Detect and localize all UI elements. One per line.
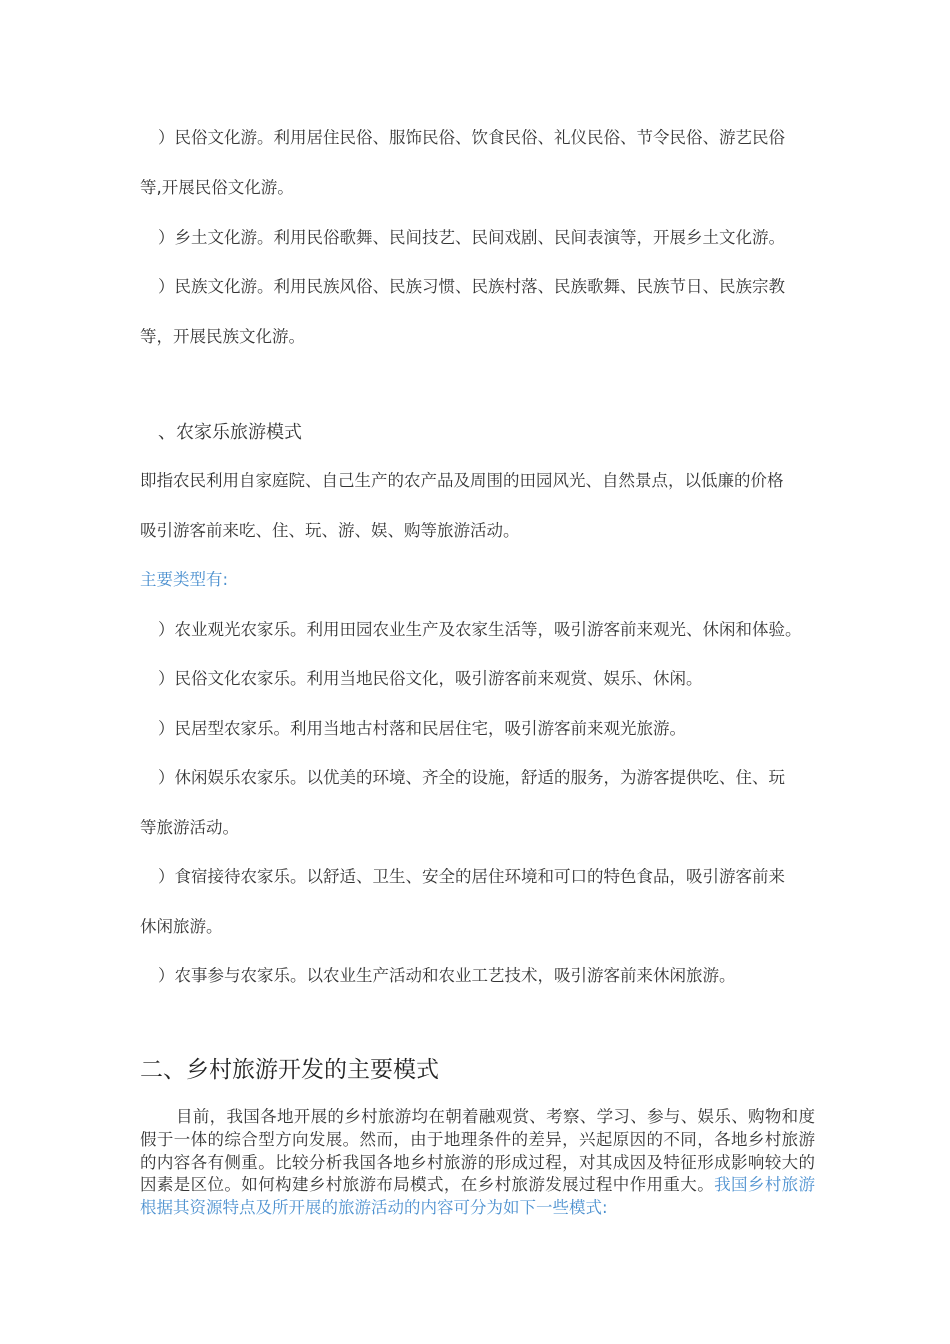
farm-stay-item-continuation: 休闲旅游。 [140,917,223,936]
farm-stay-intro-line1: 即指农民利用自家庭院、自己生产的农产品及周围的田园风光、自然景点，以低廉的价格 [140,471,784,490]
farm-stay-item: ）食宿接待农家乐。以舒适、卫生、安全的居住环境和可口的特色食品，吸引游客前来 [158,867,785,886]
farm-stay-item: ）农事参与农家乐。以农业生产活动和农业工艺技术，吸引游客前来休闲旅游。 [158,966,736,985]
folk-culture-item-line1: ）民俗文化游。利用居住民俗、服饰民俗、饮食民俗、礼仪民俗、节令民俗、游艺民俗 [158,128,785,147]
farm-stay-intro-line2: 吸引游客前来吃、住、玩、游、娱、购等旅游活动。 [140,521,520,540]
farm-stay-item: ）农业观光农家乐。利用田园农业生产及农家生活等，吸引游客前来观光、休闲和体验。 [158,620,802,639]
paragraph-highlight: 我国乡村旅游根据其资源特点及所开展的旅游活动的内容可分为如下一些模式: [140,1175,816,1218]
folk-culture-item-line2: 等,开展民俗文化游。 [140,178,294,197]
farm-stay-item-continuation: 等旅游活动。 [140,818,239,837]
section-paragraph [140,1106,815,1220]
farm-stay-item: ）休闲娱乐农家乐。以优美的环境、齐全的设施，舒适的服务，为游客提供吃、住、玩 [158,768,785,787]
local-culture-item: ）乡土文化游。利用民俗歌舞、民间技艺、民间戏剧、民间表演等，开展乡土文化游。 [158,228,785,247]
section-heading: 二、乡村旅游开发的主要模式 [140,1057,439,1083]
types-label: 主要类型有: [140,570,229,589]
farm-stay-item: ）民俗文化农家乐。利用当地民俗文化，吸引游客前来观赏、娱乐、休闲。 [158,669,703,688]
farm-stay-heading: 、农家乐旅游模式 [158,422,302,443]
ethnic-culture-item-line1: ）民族文化游。利用民族风俗、民族习惯、民族村落、民族歌舞、民族节日、民族宗教 [158,277,785,296]
paragraph-text: 目前，我国各地开展的乡村旅游均在朝着融观赏、考察、学习、参与、娱乐、购物和度假于一体的综合型方向发展。然而，由于地理条件的差异，兴起原因的不同，各地乡村旅游的内容各有侧重。比较分析我国各地乡村旅游的形成过程，对其成因及特征形成影响较大的因素是区位。如何构建乡村旅游布局模式，在乡村旅游发展过程中作用重大。 [140,1107,815,1195]
farm-stay-item: ）民居型农家乐。利用当地古村落和民居住宅，吸引游客前来观光旅游。 [158,719,686,738]
ethnic-culture-item-line2: 等，开展民族文化游。 [140,327,305,346]
